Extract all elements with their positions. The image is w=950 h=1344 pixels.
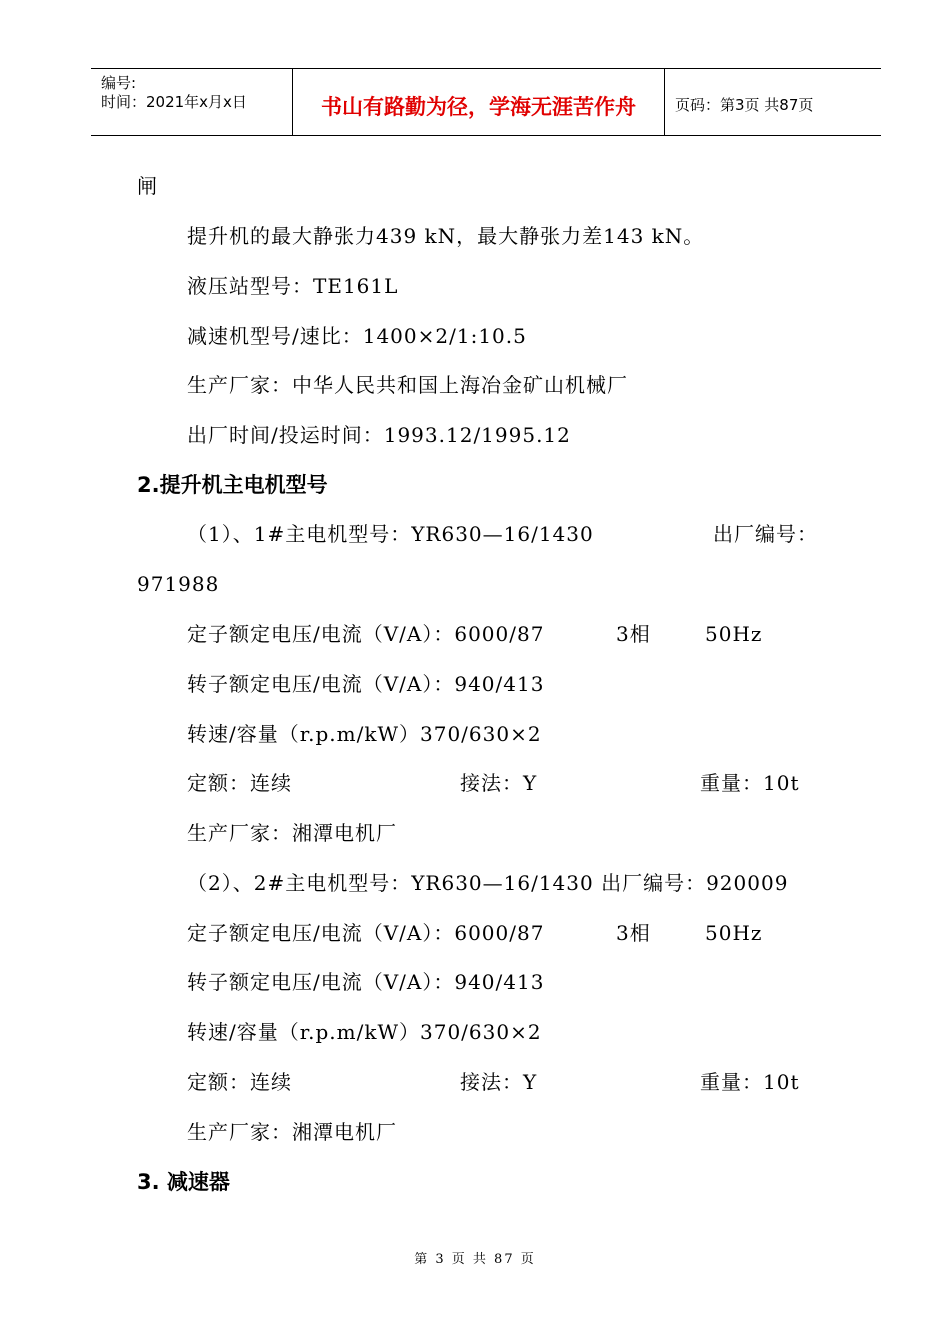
- page-footer: 第 3 页 共 87 页: [414, 1252, 536, 1267]
- section-heading: 3. 减速器: [137, 1170, 230, 1194]
- text-line: 生产厂家：中华人民共和国上海冶金矿山机械厂: [187, 373, 628, 397]
- text-line: 定额：连续: [187, 1070, 292, 1094]
- text-line: 提升机的最大静张力439 kN，最大静张力差143 kN。: [187, 224, 705, 248]
- header-meta-cell: [91, 69, 293, 135]
- time-label: 时间：2021年x月x日: [101, 93, 247, 111]
- header-motto: 书山有路勤为径，学海无涯苦作舟: [321, 95, 636, 119]
- serial-label: 编号:: [101, 74, 137, 92]
- text-line: 3相: [616, 622, 651, 646]
- header-motto-cell: [293, 69, 665, 135]
- header-page-cell: [665, 69, 881, 135]
- text-line: 接法：Y: [460, 771, 538, 795]
- text-line: 971988: [137, 572, 220, 596]
- page-header: [91, 68, 881, 136]
- text-line: 重量：10t: [700, 1070, 800, 1094]
- text-line: 重量：10t: [700, 771, 800, 795]
- section-heading: 2.提升机主电机型号: [137, 473, 328, 497]
- text-line: （1）、1#主电机型号：YR630—16/1430: [187, 522, 594, 546]
- text-line: 转子额定电压/电流（V/A）：940/413: [187, 970, 545, 994]
- header-page-number: 页码：第3页 共87页: [675, 96, 814, 114]
- text-line: 生产厂家：湘潭电机厂: [187, 1120, 397, 1144]
- text-line: 闸: [137, 174, 158, 198]
- text-line: 定额：连续: [187, 771, 292, 795]
- text-line: 转速/容量（r.p.m/kW）370/630×2: [187, 722, 542, 746]
- text-line: （2）、2#主电机型号：YR630—16/1430 出厂编号：920009: [187, 871, 789, 895]
- text-line: 50Hz: [705, 921, 763, 945]
- text-line: 液压站型号：TE161L: [187, 274, 399, 298]
- text-line: 减速机型号/速比：1400×2/1:10.5: [187, 324, 527, 348]
- text-line: 3相: [616, 921, 651, 945]
- text-line: 出厂时间/投运时间：1993.12/1995.12: [187, 423, 571, 447]
- text-line: 出厂编号：: [713, 522, 818, 546]
- text-line: 定子额定电压/电流（V/A）：6000/87: [187, 921, 545, 945]
- text-line: 50Hz: [705, 622, 763, 646]
- text-line: 接法：Y: [460, 1070, 538, 1094]
- text-line: 生产厂家：湘潭电机厂: [187, 821, 397, 845]
- text-line: 定子额定电压/电流（V/A）：6000/87: [187, 622, 545, 646]
- text-line: 转速/容量（r.p.m/kW）370/630×2: [187, 1020, 542, 1044]
- text-line: 转子额定电压/电流（V/A）：940/413: [187, 672, 545, 696]
